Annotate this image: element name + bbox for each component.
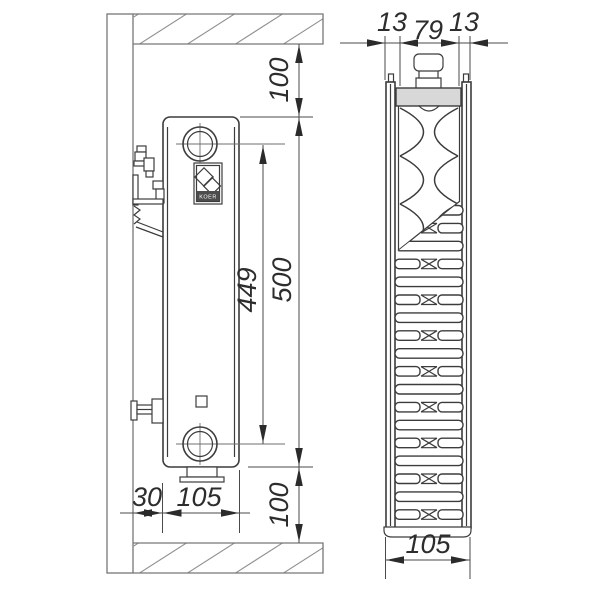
bottom-valve <box>131 399 163 423</box>
radiator-foot <box>180 467 224 482</box>
front-grille <box>395 206 463 520</box>
dim-arrow <box>221 509 239 517</box>
dim-label-panel-right: 13 <box>448 7 480 37</box>
dim-arrow <box>295 448 303 466</box>
dim-bottom-clearance <box>264 467 303 543</box>
wall <box>107 14 133 573</box>
brand-plate <box>194 163 222 204</box>
section-header <box>396 88 461 111</box>
brand-plate-text: KOER <box>199 194 217 201</box>
dim-arrow <box>367 39 385 47</box>
dim-arrow <box>386 556 404 564</box>
dim-arrow <box>259 425 267 443</box>
dim-label-wall-gap: 30 <box>131 482 163 512</box>
dim-label-panel-left: 13 <box>376 7 408 37</box>
dim-arrow <box>295 524 303 542</box>
dim-label-bottom-clearance: 100 <box>264 482 294 528</box>
dim-label-pipe-spacing: 449 <box>232 267 262 313</box>
dim-arrow <box>470 39 488 47</box>
dim-arrow <box>295 45 303 63</box>
drain-square <box>196 396 207 407</box>
dim-label-overall-width: 105 <box>405 529 451 559</box>
dim-arrow <box>295 468 303 486</box>
dim-depth-105 <box>164 482 240 517</box>
dim-arrow <box>295 98 303 116</box>
dim-arrow <box>451 556 469 564</box>
air-vent-valve <box>414 54 443 89</box>
dim-arrow <box>441 39 459 47</box>
dim-label-top-clearance: 100 <box>264 57 294 103</box>
dim-arrow <box>295 118 303 136</box>
side-view <box>120 44 313 543</box>
wall-bracket <box>133 146 164 237</box>
dim-label-height: 500 <box>267 257 297 303</box>
dim-label-core-width: 79 <box>412 15 444 45</box>
dim-top-clearance <box>264 44 303 117</box>
dim-arrow <box>259 146 267 164</box>
section-view <box>340 7 508 579</box>
dim-label-depth: 105 <box>176 482 222 512</box>
